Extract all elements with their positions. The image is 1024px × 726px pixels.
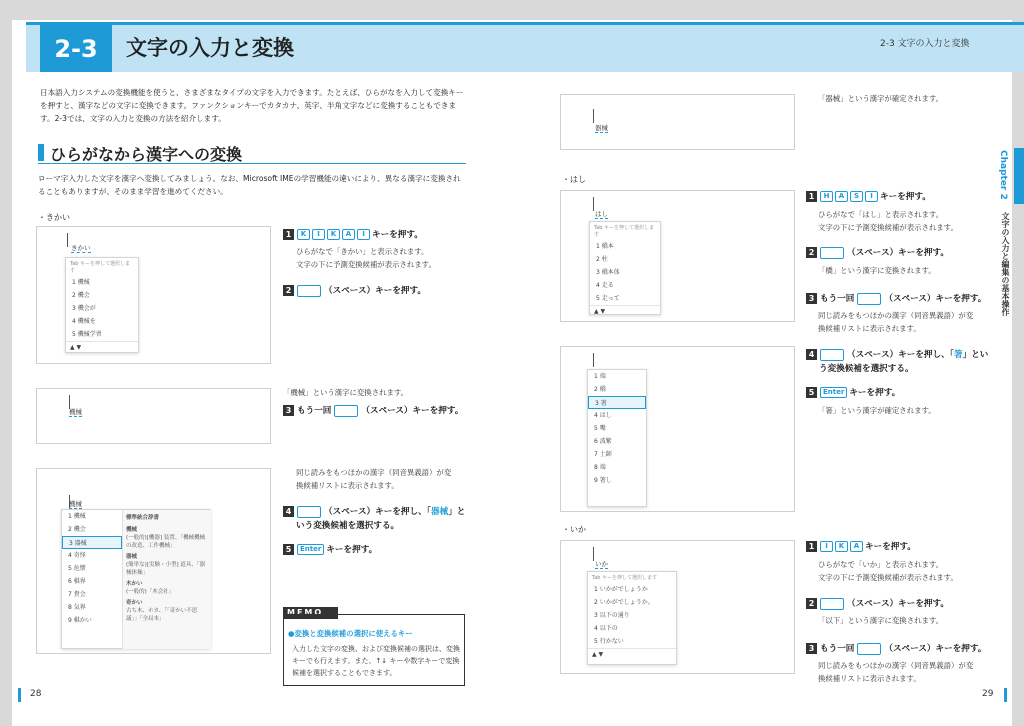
- memo-body: 入力した文字の変換、および変換候補の選択は、変換 キーでも行えます。また、↑↓ キーや数字キーで変換候補を選択することもできます。: [292, 645, 460, 677]
- candidate-item[interactable]: 5 嘴: [594, 425, 606, 432]
- candidate-item[interactable]: 4 はし: [594, 412, 612, 419]
- step-1-desc: ひらがなで「きかい」と表示されます。 文字の下に予測変換候補が表示されます。: [296, 247, 436, 269]
- intro-paragraph: 日本語入力システムの変換機能を使うと、さまざまなタイプの文字を入力できます。たとえば、ひらがなを入力して変換キーを押すと、漢字などの文字に変換できます。ファンクションキーでカタカナ、英字、半角文字などに変換することもできます。2-3では、文字の入力と変換の方法を紹介します。: [40, 88, 464, 123]
- candidate-item[interactable]: 1 機械: [72, 279, 90, 286]
- memo-heading: ●変換と変換候補の選択に使えるキー: [288, 629, 413, 638]
- candidate-item-selected[interactable]: 3 器械: [62, 536, 122, 549]
- popup-nav[interactable]: ▲ ▼: [590, 305, 660, 316]
- candidate-item[interactable]: 1 橋本: [596, 243, 614, 250]
- input-text: はし: [595, 210, 608, 218]
- lead-paragraph: ローマ字入力した文字を漢字へ変換してみましょう。なお、Microsoft IMEの学習機能の違いにより、異なる漢字に変換されることもありますが、そのまま学習を進めてください。: [38, 174, 461, 196]
- page-marker-right: [1004, 688, 1007, 702]
- ika-step-3-desc: 同じ読みをもつほかの漢字（同音異義語）が変 換候補リストに表示されます。: [818, 661, 974, 683]
- hashi-step-1: 1 H A S I キーを押す。: [806, 190, 931, 202]
- prediction-popup: [65, 257, 139, 353]
- candidate-item[interactable]: 1 いかがでしょうか: [594, 586, 648, 593]
- input-text: きかい: [71, 244, 91, 252]
- candidate-item[interactable]: 4 走る: [596, 282, 614, 289]
- prediction-popup: Tab キーを押して選択します 1 橋本 2 柱 3 橋本体 4 走る 5 走って ▲ ▼: [589, 221, 661, 315]
- candidate-list: [61, 509, 211, 649]
- input-text: いか: [595, 560, 608, 568]
- candidate-item[interactable]: 2 機会: [72, 292, 90, 299]
- screenshot-confirm-kikai: [560, 94, 795, 150]
- hashi-step-5: 5 Enter キーを押す。: [806, 386, 900, 398]
- key-k: K: [297, 229, 310, 240]
- hashi-step-5-desc: 「箸」という漢字が確定されます。: [818, 406, 936, 415]
- screenshot-ika-1: [560, 540, 795, 674]
- step-text: キーを押す。: [372, 230, 423, 240]
- candidate-list: [587, 369, 647, 507]
- candidate-item[interactable]: 3 以下の通り: [594, 612, 630, 619]
- hashi-step-3: 3 もう一回 （スペース）キーを押す。: [806, 292, 986, 305]
- section-number: 2-3: [40, 25, 112, 72]
- dictionary-panel: 標準統合辞書 機械 (一般的)[機器] 装置、「機械機械の改造、工作機械」 器械 (簡単な)[実験・小型] 道具、「器械体操」 木かい (一般的)「木会社」 奇かい 古ち木、ホカ、「「奇かい不思議」」「全局本」: [122, 510, 211, 649]
- step-4: 4 （スペース）キーを押し、「器械」と: [283, 505, 465, 518]
- hashi-step-1-desc: ひらがなで「はし」と表示されます。 文字の下に予測変換候補が表示されます。: [818, 210, 958, 232]
- running-head: 2-3 文字の入力と変換: [880, 39, 970, 49]
- popup-nav[interactable]: ▲ ▼: [588, 648, 676, 659]
- page-number-left: 28: [30, 689, 42, 699]
- screenshot-kikai-2: [36, 388, 271, 444]
- candidate-item[interactable]: 3 橋本体: [596, 269, 620, 276]
- step-5: 5 Enter キーを押す。: [283, 543, 377, 555]
- hashi-step-4: 4 （スペース）キーを押し、「箸」とい: [806, 348, 988, 361]
- step-3: 3 もう一回 （スペース）キーを押す。: [283, 404, 463, 417]
- confirm-desc: 「器械」という漢字が確定されます。: [818, 94, 944, 103]
- candidate-item[interactable]: 3 機会が: [72, 305, 96, 312]
- candidate-item[interactable]: 5 行かない: [594, 638, 624, 645]
- tab-hint: Tab キーを押して選択します: [70, 261, 131, 274]
- chapter-tab: [1014, 148, 1024, 204]
- section-title: 文字の入力と変換: [126, 36, 294, 60]
- subheading-text: ひらがなから漢字への変換: [50, 145, 243, 164]
- candidate-item[interactable]: 2 橋: [594, 386, 606, 393]
- prediction-popup: Tab キーを押して選択します 1 いかがでしょうか 2 いかがでしょうか。 3 以下の通り 4 以下の 5 行かない ▲ ▼: [587, 571, 677, 665]
- candidate-item[interactable]: 2 機会: [68, 526, 86, 533]
- candidate-item[interactable]: 1 端: [594, 373, 606, 380]
- page-marker-left: [18, 688, 21, 702]
- candidate-item[interactable]: 8 気界: [68, 604, 86, 611]
- input-text: 機械: [69, 500, 82, 508]
- candidate-item[interactable]: 6 波紫: [594, 438, 612, 445]
- space-key: [297, 506, 321, 518]
- example-label-ika: ・いか: [562, 525, 586, 534]
- screenshot-hashi-2: [560, 346, 795, 512]
- screenshot-kikai-1: [36, 226, 271, 364]
- candidate-item[interactable]: 2 柱: [596, 256, 608, 263]
- ika-step-2: 2 （スペース）キーを押す。: [806, 597, 949, 610]
- candidate-item-selected[interactable]: 3 箸: [588, 396, 646, 409]
- example-label-kikai: ・きかい: [38, 213, 70, 222]
- key-i: I: [312, 229, 325, 240]
- step-3-desc: 同じ読みをもつほかの漢字（同音異義語）が変 換候補リストに表示されます。: [296, 468, 452, 490]
- memo-tag: MEMO: [283, 607, 338, 619]
- chapter-title: 文字の入力と編集の基本操作: [1001, 212, 1010, 316]
- hashi-step-2-desc: 「橋」という漢字に変換されます。: [818, 266, 936, 275]
- example-label-hashi: ・はし: [562, 175, 586, 184]
- candidate-item[interactable]: 9 箸し: [594, 477, 612, 484]
- hashi-step-2: 2 （スペース）キーを押す。: [806, 246, 949, 259]
- candidate-item[interactable]: 5 走って: [596, 295, 620, 302]
- candidate-item[interactable]: 5 危懐: [68, 565, 86, 572]
- candidate-item[interactable]: 8 端: [594, 464, 606, 471]
- confirmed-text: 器械: [595, 124, 608, 132]
- ika-step-2-desc: 「以下」という漢字に変換されます。: [818, 616, 944, 625]
- candidate-item[interactable]: 4 奇怪: [68, 552, 86, 559]
- candidate-item[interactable]: 2 いかがでしょうか。: [594, 599, 654, 606]
- candidate-item[interactable]: 6 棋界: [68, 578, 86, 585]
- page-number-right: 29: [982, 689, 994, 699]
- candidate-item[interactable]: 4 以下の: [594, 625, 618, 632]
- candidate-item[interactable]: 7 土師: [594, 451, 612, 458]
- candidate-item[interactable]: 5 機械学習: [72, 331, 102, 338]
- popup-nav[interactable]: ▲ ▼: [66, 341, 138, 352]
- candidate-item[interactable]: 7 貴会: [68, 591, 86, 598]
- screenshot-hashi-1: [560, 190, 795, 322]
- screenshot-kikai-3: [36, 468, 271, 654]
- candidate-item[interactable]: 1 機械: [68, 513, 86, 520]
- candidate-item[interactable]: 4 機械を: [72, 318, 96, 325]
- step-2: 2 （スペース）キーを押す。: [283, 284, 426, 297]
- key-k: K: [327, 229, 340, 240]
- ika-step-3: 3 もう一回 （スペース）キーを押す。: [806, 642, 986, 655]
- enter-key: Enter: [297, 544, 324, 555]
- step-4-line2: いう変換候補を選択する。: [296, 521, 400, 531]
- space-key: [334, 405, 358, 417]
- ika-step-1-desc: ひらがなで「いか」と表示されます。 文字の下に予測変換候補が表示されます。: [818, 560, 958, 582]
- hashi-step-3-desc: 同じ読みをもつほかの漢字（同音異義語）が変 換候補リストに表示されます。: [818, 311, 974, 333]
- step-number: 1: [283, 229, 294, 240]
- step-2-desc: 「機械」という漢字に変換されます。: [283, 388, 409, 397]
- chapter-label: Chapter 2: [998, 150, 1008, 200]
- ika-step-1: 1 I K A キーを押す。: [806, 540, 916, 552]
- key-a: A: [342, 229, 355, 240]
- subheading: [38, 142, 466, 164]
- candidate-item[interactable]: 9 棋かい: [68, 617, 92, 624]
- space-key: [297, 285, 321, 297]
- key-i: I: [357, 229, 370, 240]
- hashi-step-4-line2: う変換候補を選択する。: [819, 364, 914, 374]
- converted-text: 機械: [69, 408, 82, 416]
- step-1: [283, 228, 423, 240]
